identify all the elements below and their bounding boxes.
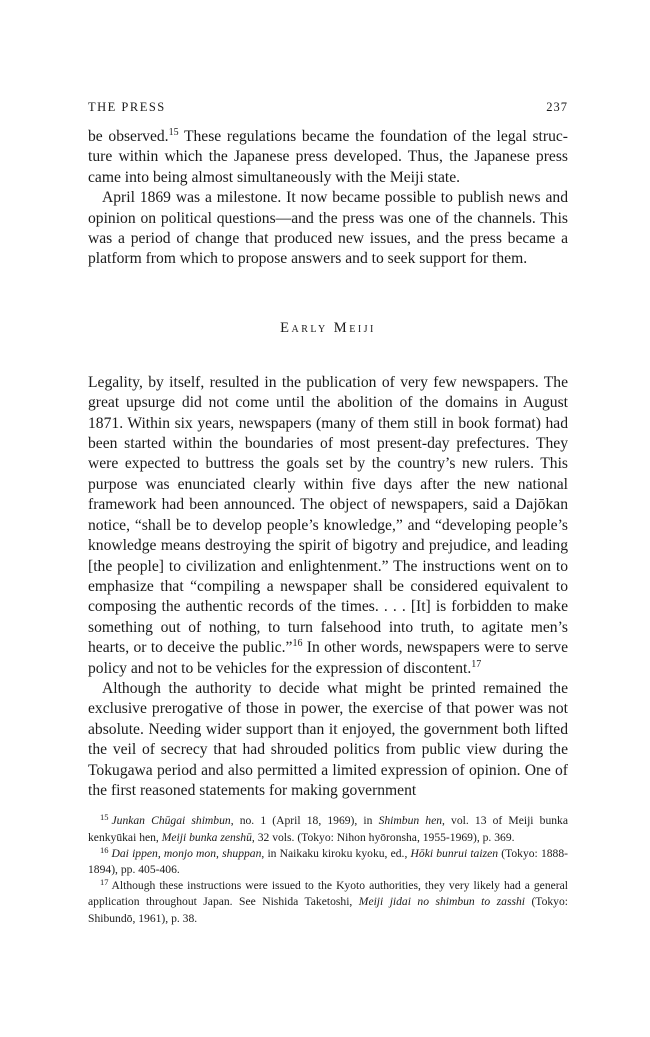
paragraph-text: Legality, by itself, resulted in the publication of very few newspapers. The great upsurge did not come until the abolition of the domains in August 1871. Within six years, newspapers (many of them still in book format) had been started within the boundaries of most present-day prefectures. They were expected to buttress the goals set by the country’s new rulers. This purpose was enunciated clearly within five days after the new national framework had been announced. The object of newspapers, said a Dajōkan notice, “shall be to develop people’s knowledge,” and “developing people’s knowledge means destroying the spirit of bigotry and prejudice, and leading [the people] to civilization and enlightenment.” The instructions went on to emphasize that “compiling a newspaper shall be considered equivalent to composing the authentic records of the times. . . . [It] is forbidden to make something out of nothing, to turn falsehood into truth, to agitate men’s hearts, or to deceive the public.” [88, 373, 568, 657]
footnote-text: (Tokyo: 1888-1894), pp. 405-406. [88, 846, 568, 876]
footnote-number: 15 [100, 812, 109, 823]
paragraph-text: These regulations became the foundation of the legal structure within which the Japanese press developed. Thus, the Japanese press came into being almost simultaneously with the Meiji state. [88, 128, 568, 186]
footnote-title: Dai ippen, monjo mon, shuppan [111, 846, 262, 860]
page-number: 237 [546, 100, 568, 114]
paragraph-text: In other words, newspapers were to serve policy and not to be vehicles for the expression of discontent. [88, 639, 569, 677]
footnote-title: Hōki bunrui taizen [410, 846, 499, 860]
paragraph [88, 127, 568, 188]
paragraph [88, 373, 568, 679]
footnote-title: Junkan Chūgai shimbun [111, 814, 231, 828]
footnote-ref[interactable]: 17 [471, 658, 482, 670]
footnote [88, 813, 568, 845]
footnotes [88, 813, 568, 926]
footnote-title: Meiji jidai no shimbun to zasshi [358, 895, 525, 909]
paragraph: April 1869 was a milestone. It now became possible to publish news and opinion on political questions—and the press was one of the channels. This was a period of change that produced new issues, and the press became a platform from which to propose answers and to seek support for them. [88, 189, 568, 268]
paragraph: Although the authority to decide what might be printed remained the exclusive prerogative of those in power, the exercise of that power was not absolute. Needing wider support than it enjoyed, the government both lifted the veil of secrecy that had shrouded politics from public view during the Tokugawa period and also permitted a limited expression of opinion. One of the first reasoned statements for making government [88, 679, 568, 799]
footnote-title: Meiji bunka zenshū [161, 830, 252, 844]
footnote-text: (Tokyo: Shibundō, 1961), p. 38. [88, 895, 568, 925]
section-heading: Early Meiji [280, 319, 376, 336]
footnote-text: Although these instructions were issued to the Kyoto authorities, they very likely had a general application throughout Japan. See Nishida Taketoshi, [88, 879, 568, 909]
footnote [88, 846, 568, 878]
running-head-title: THE PRESS [88, 100, 166, 114]
paragraph-text: be observed. [88, 128, 169, 145]
footnote [88, 878, 568, 927]
main-text [88, 127, 568, 801]
footnote-ref[interactable]: 15 [168, 127, 179, 138]
footnote-text: , vol. 13 of Meiji bunka kenkyūkai hen, [88, 814, 568, 844]
footnote-number: 17 [100, 877, 109, 888]
footnote-text: , 32 vols. (Tokyo: Nihon hyōronsha, 1955-1969), p. 369. [251, 830, 515, 844]
running-head [88, 100, 568, 115]
footnote-ref[interactable]: 16 [292, 638, 303, 650]
footnote-number: 16 [100, 844, 109, 855]
footnote-text: , no. 1 (April 18, 1969), in [230, 814, 379, 828]
footnote-title: Shimbun hen [378, 814, 443, 828]
book-page [88, 100, 568, 927]
footnote-text: , in Naikaku kiroku kyoku, ed., [261, 846, 411, 860]
